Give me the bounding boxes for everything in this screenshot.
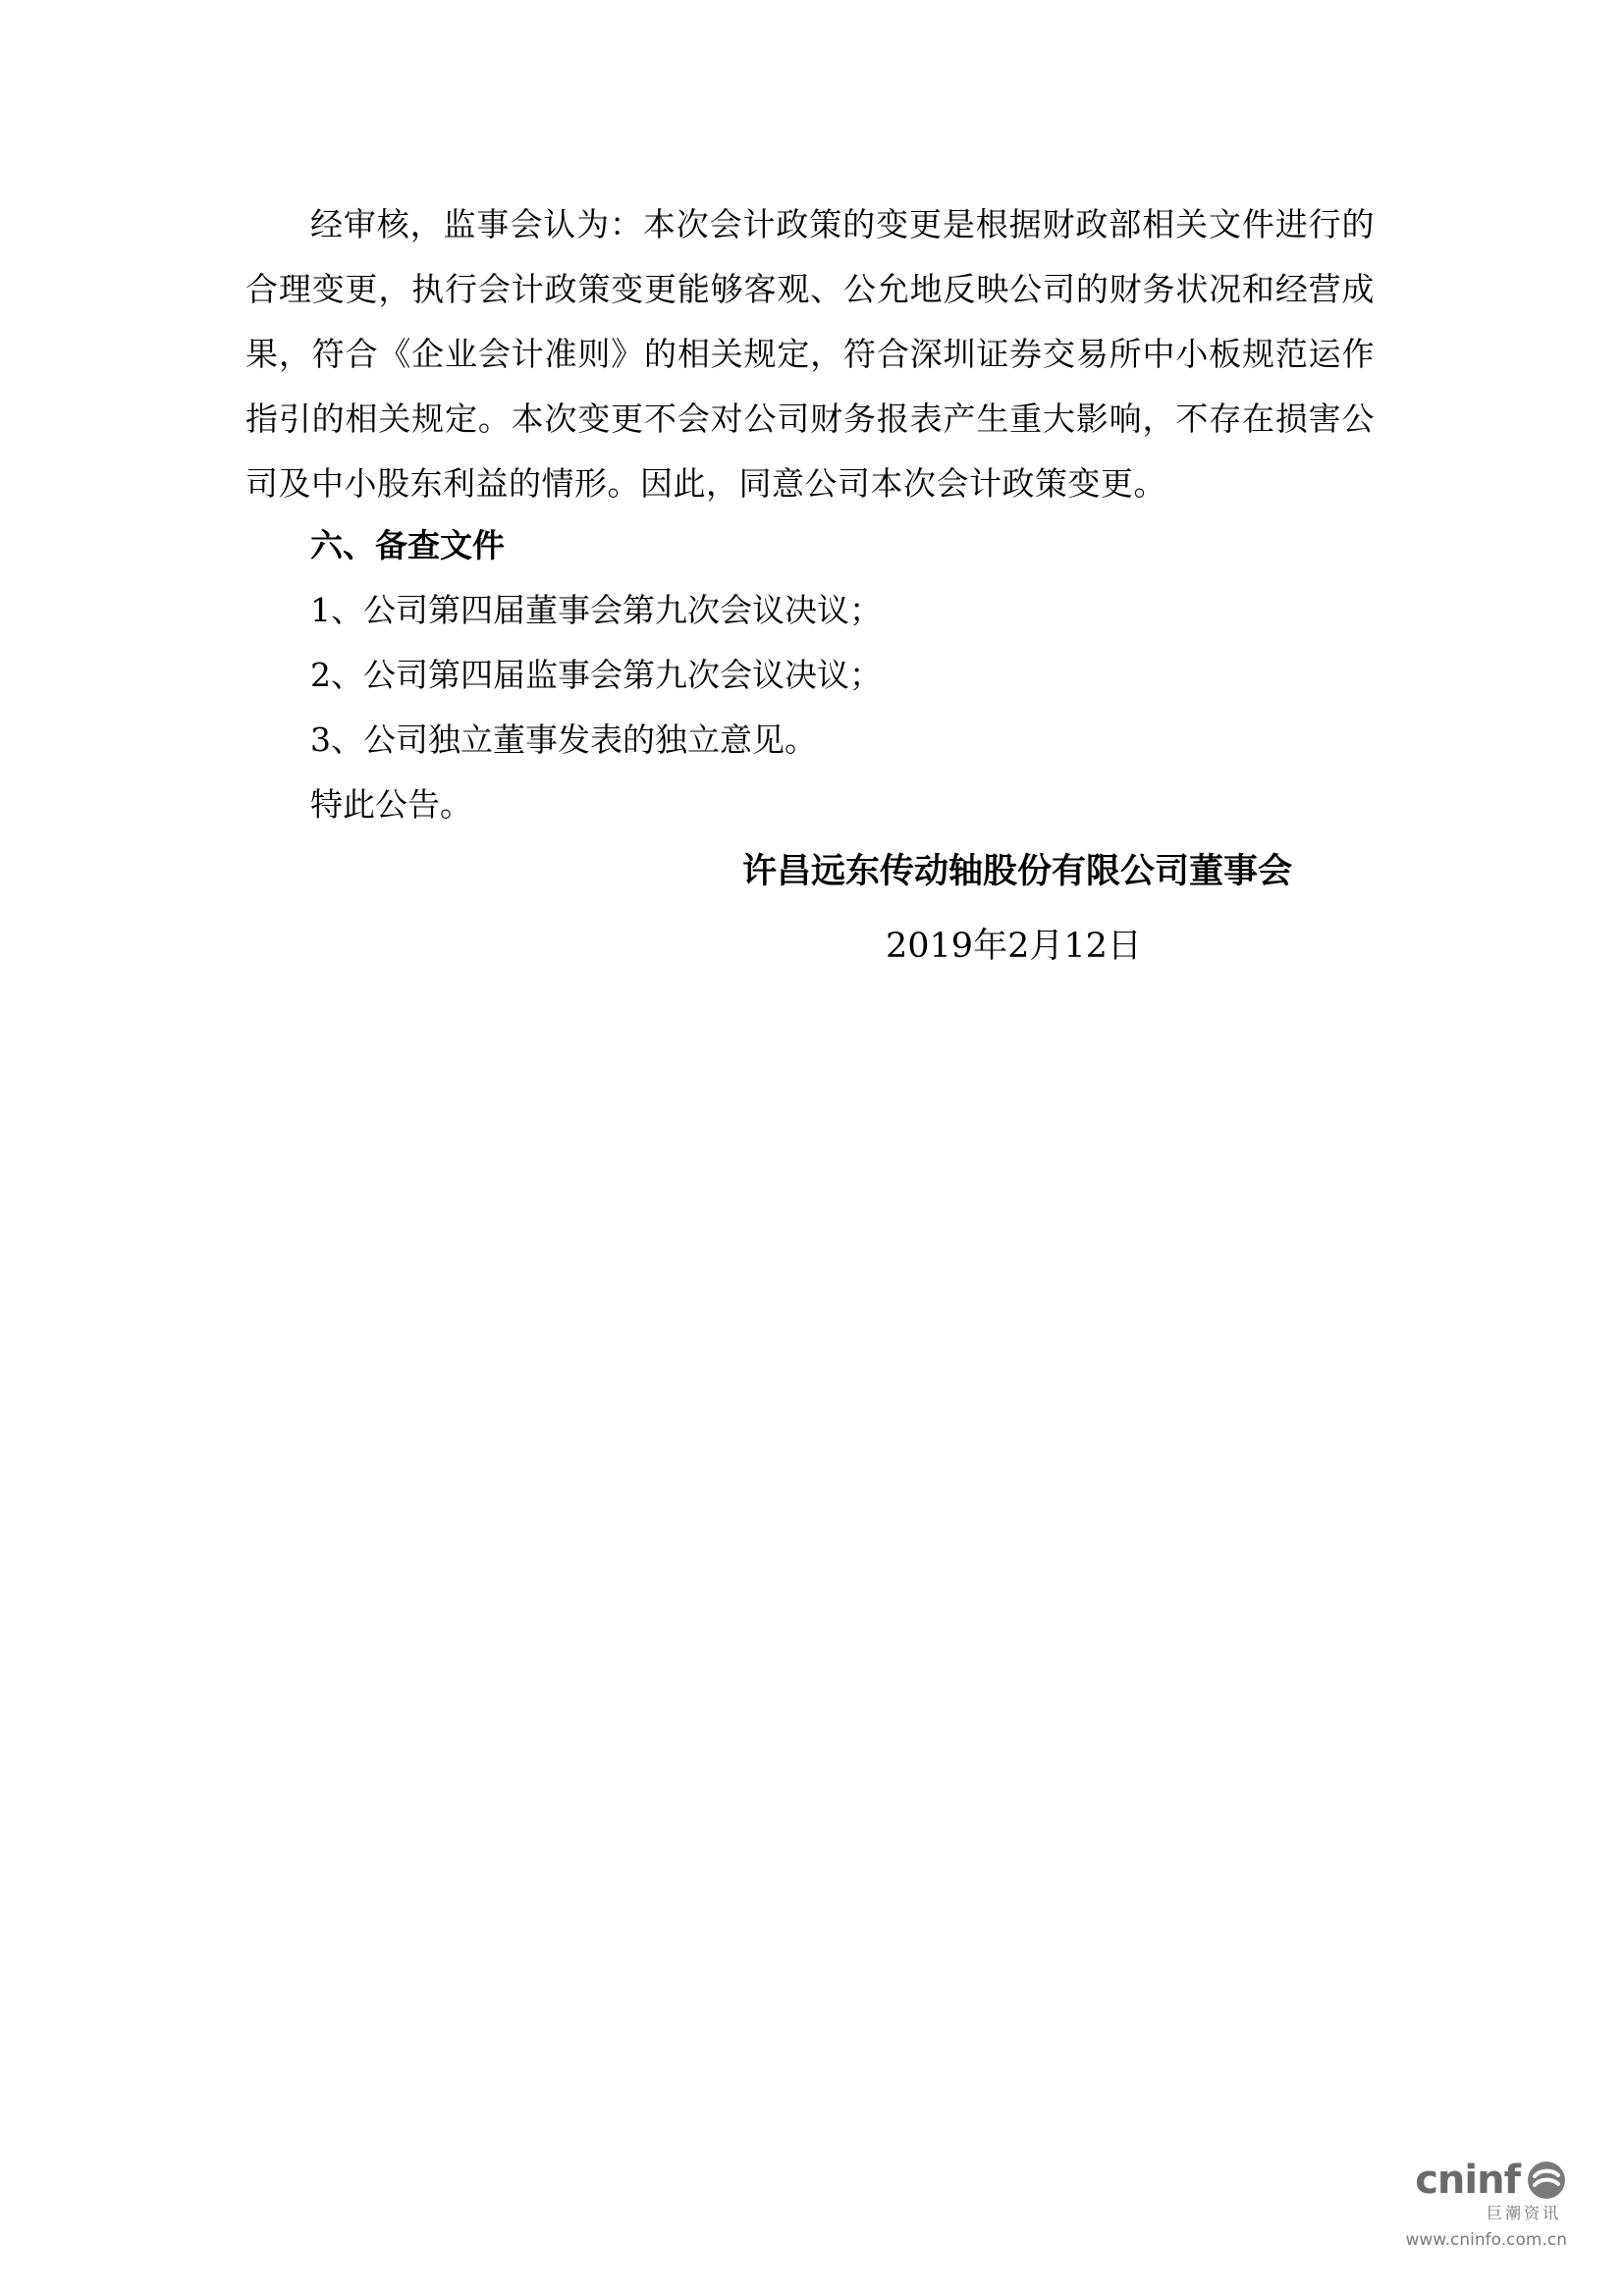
closing-text: 特此公告。	[310, 785, 472, 824]
cninf-logo-icon	[1526, 2160, 1567, 2201]
watermark-logo-row	[1341, 2159, 1567, 2202]
document-item-2: 2、公司第四届监事会第九次会议决议；	[310, 656, 882, 694]
watermark-brand: cninf	[1415, 2158, 1520, 2203]
signature-date: 2019年2月12日	[886, 927, 1142, 966]
watermark-url: www.cninfo.com.cn	[1405, 2230, 1567, 2250]
watermark-brand-cn: 巨潮资讯	[1486, 2204, 1561, 2222]
cninf-watermark	[1341, 2159, 1567, 2267]
document-item-1: 1、公司第四届董事会第九次会议决议；	[310, 591, 882, 629]
opinion-paragraph: 经审核，监事会认为：本次会计政策的变更是根据财政部相关文件进行的合理变更，执行会计政策变更能够客观、公允地反映公司的财务状况和经营成果，符合《企业会计准则》的相关规定，符合深圳证券交易所中小板规范运作指引的相关规定。本次变更不会对公司财务报表产生重大影响，不存在损害公司及中小股东利益的情形。因此，同意公司本次会计政策变更。	[245, 205, 1375, 503]
signer-name: 许昌远东传动轴股份有限公司董事会	[742, 851, 1293, 891]
document-item-3: 3、公司独立董事发表的独立意见。	[310, 721, 817, 759]
section-heading: 六、备查文件	[310, 526, 505, 564]
